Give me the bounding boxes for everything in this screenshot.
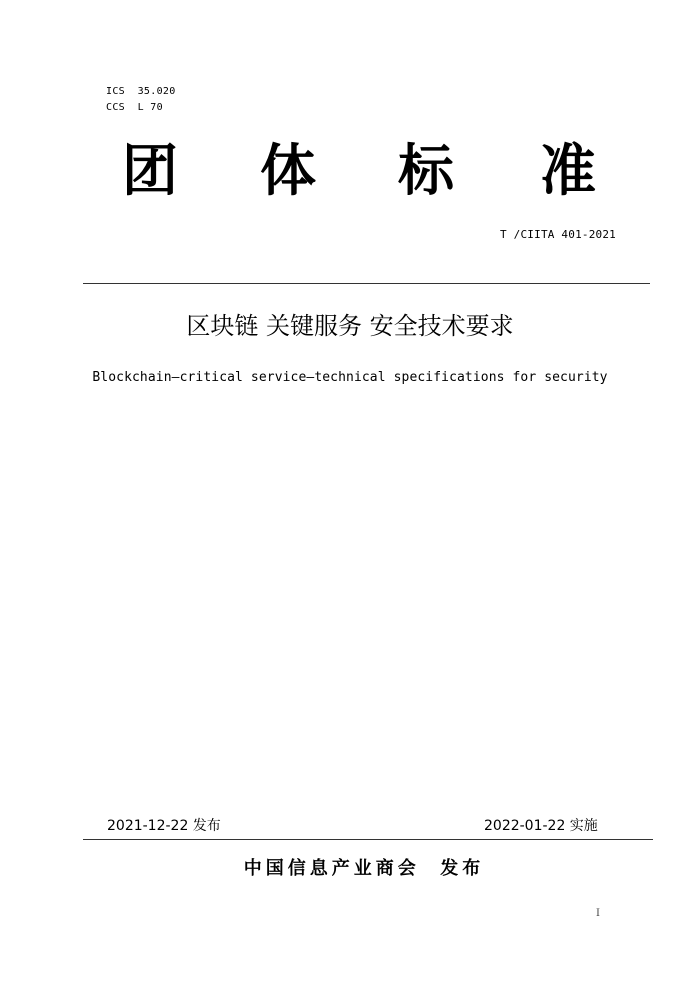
document-title-english: Blockchain—critical service—technical specifications for security [92, 370, 608, 385]
standard-type-char-3: 标 [398, 139, 454, 204]
bottom-divider [83, 839, 653, 840]
effective-date: 2022-01-22 实施 [484, 818, 598, 834]
ics-code: ICS 35.020 [106, 86, 176, 97]
standard-type-char-4: 准 [540, 139, 596, 204]
standard-type-char-2: 体 [260, 139, 316, 204]
publisher: 中国信息产业商会 发布 [243, 858, 485, 879]
ccs-code: CCS L 70 [106, 102, 163, 113]
document-title-chinese: 区块链 关键服务 安全技术要求 [186, 312, 514, 340]
top-divider [83, 283, 650, 284]
standard-number: T /CIITA 401-2021 [500, 228, 616, 241]
page-number: I [596, 908, 600, 919]
standard-type-char-1: 团 [122, 139, 178, 204]
publish-date: 2021-12-22 发布 [107, 818, 221, 834]
